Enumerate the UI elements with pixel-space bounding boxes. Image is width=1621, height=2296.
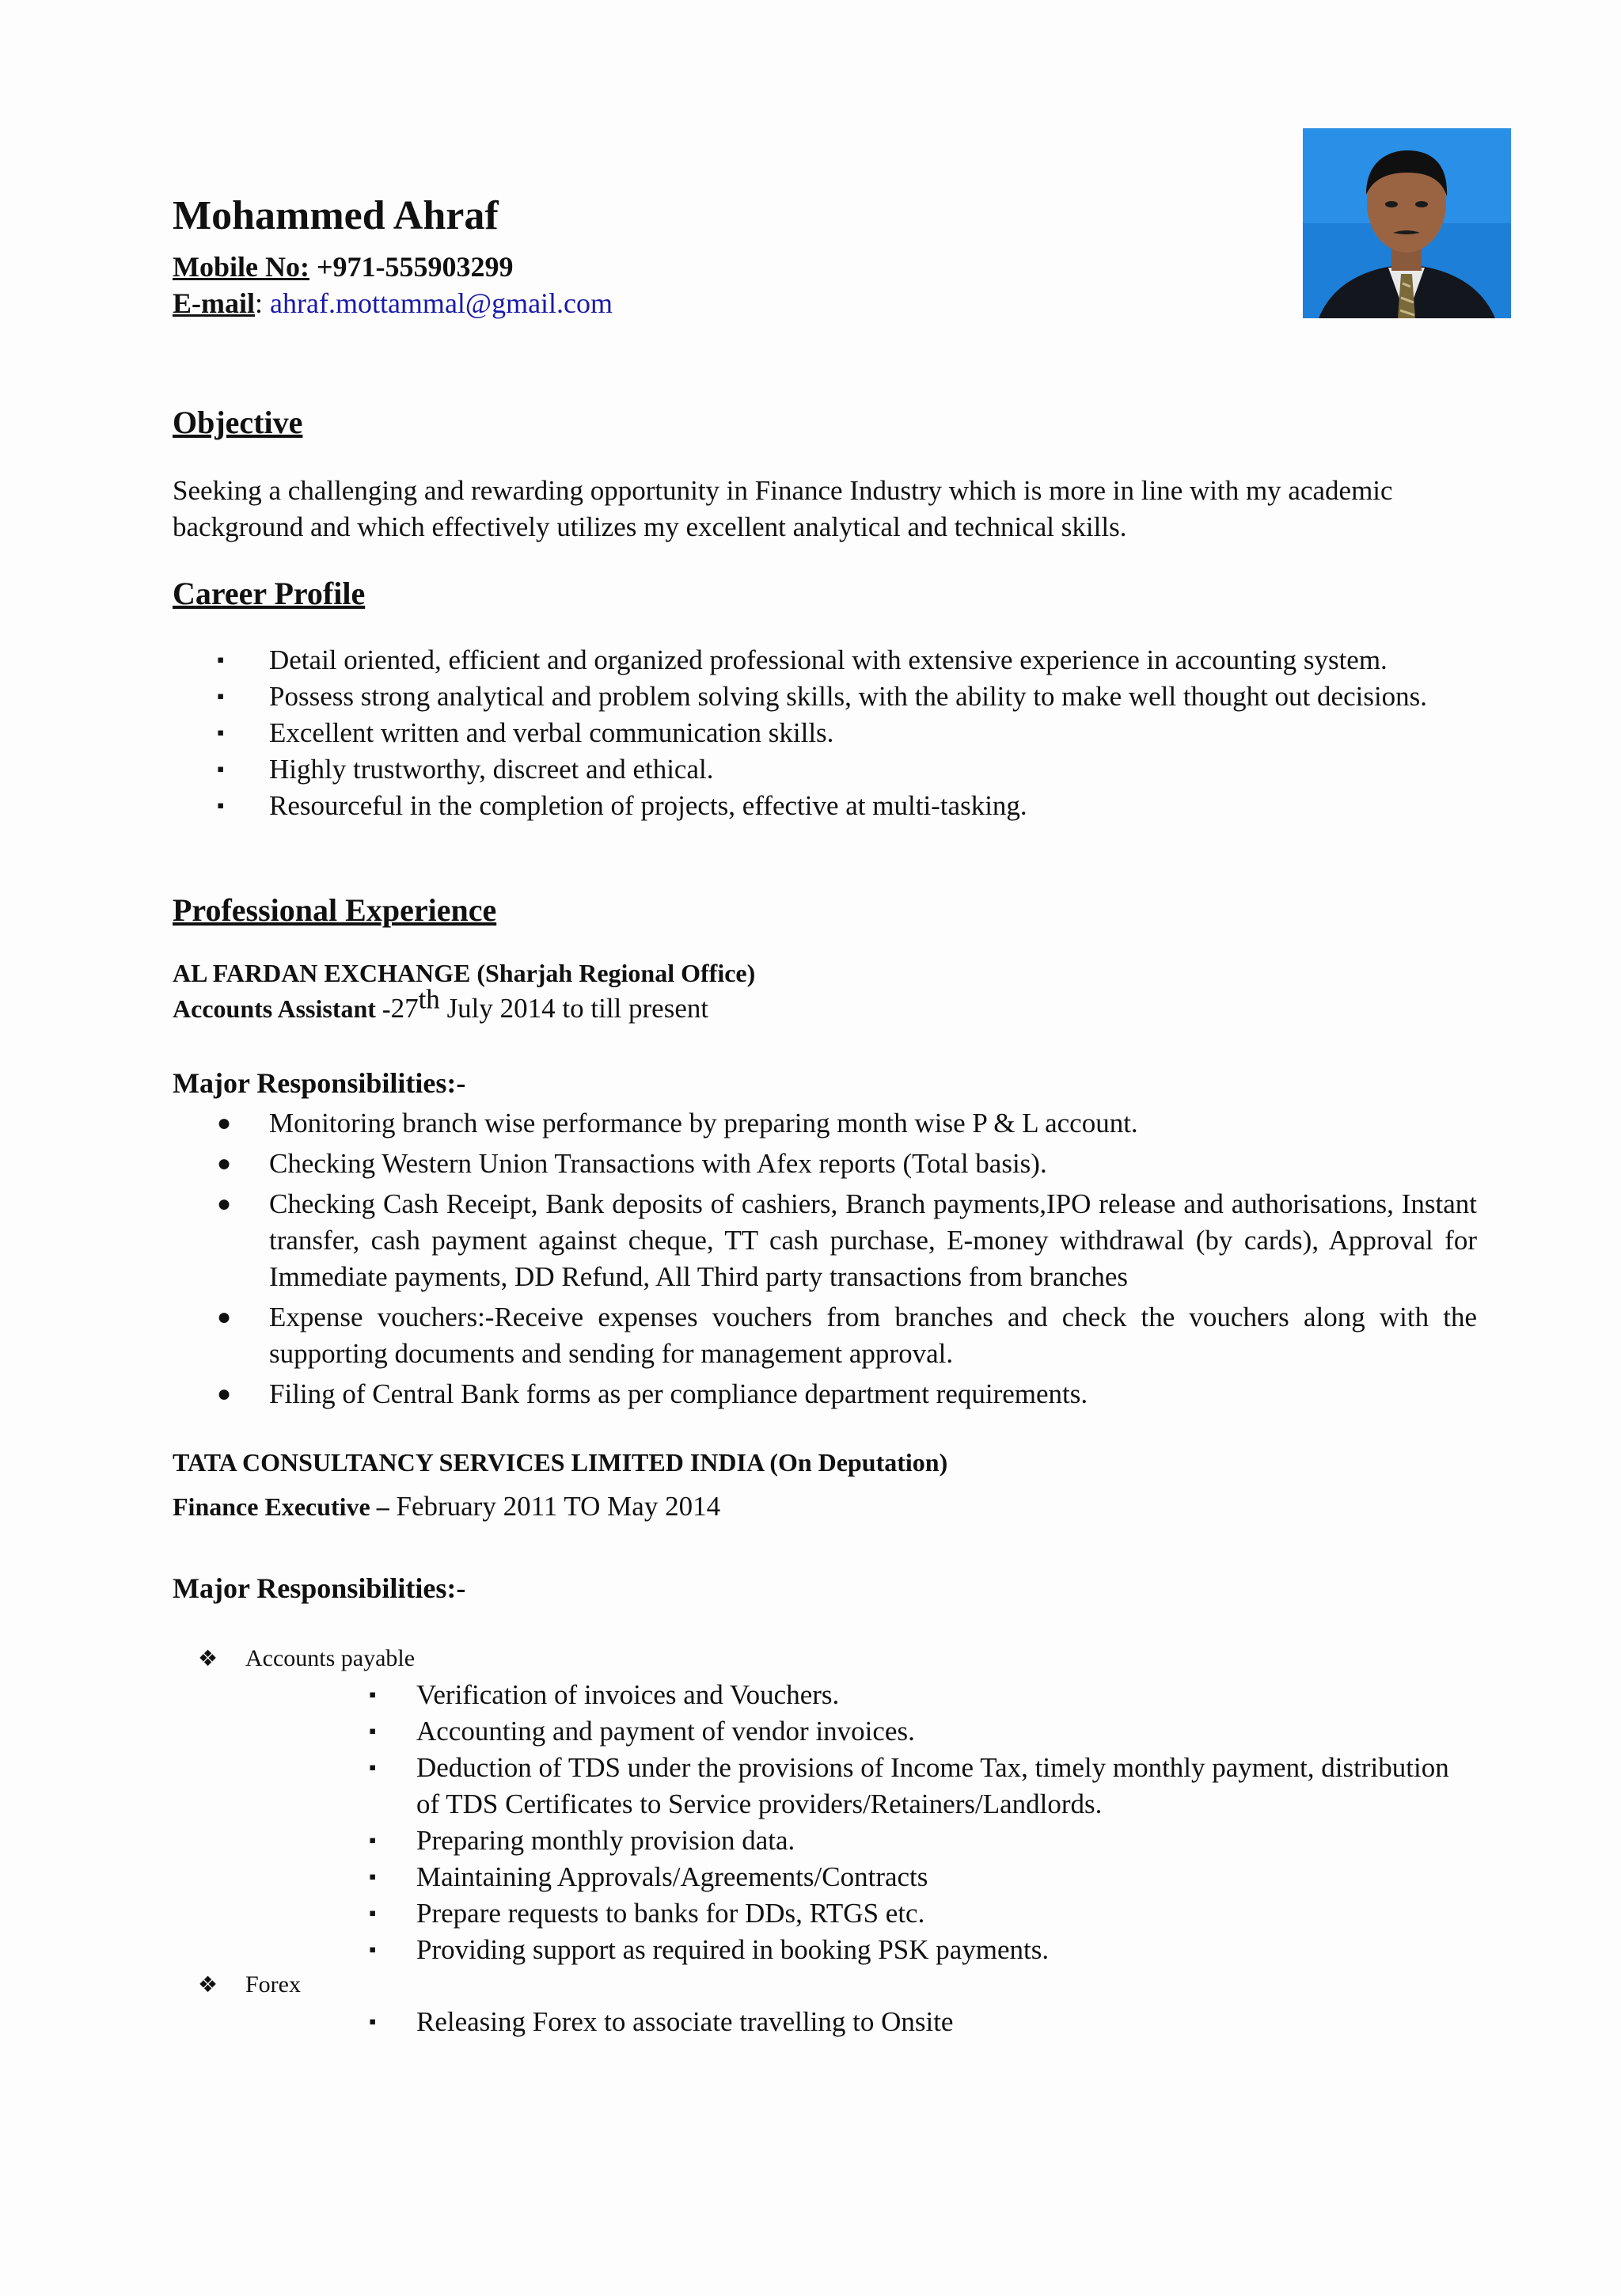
list-item: ▪ Highly trustworthy, discreet and ethical. bbox=[217, 754, 714, 785]
list-item: ● Checking Cash Receipt, Bank deposits of cashiers, Branch payments,IPO release and authorisations, Instant transfer, cash payment against cheque, TT cash purchase, E-money withdrawal (by cards), Approval for Immediate payments, DD Refund, All Third party transactions from branches bbox=[217, 1188, 1477, 1292]
job2-major-heading: Major Responsibilities:- bbox=[173, 1572, 466, 1604]
diamond-bullet-icon: ❖ bbox=[198, 1971, 218, 1998]
job1-company: AL FARDAN EXCHANGE (Sharjah Regional Office) bbox=[173, 959, 756, 987]
forex-list bbox=[369, 2004, 1477, 2040]
job1-major-heading: Major Responsibilities:- bbox=[173, 1067, 466, 1099]
email-separator: : bbox=[255, 287, 271, 319]
list-item: ▪ Deduction of TDS under the provisions of Income Tax, timely monthly payment, distribution of TDS Certificates to Service providers/Retainers/Landlords. bbox=[369, 1752, 1449, 1819]
job1-date-rest: July 2014 to till present bbox=[439, 993, 709, 1024]
candidate-name: Mohammed Ahraf bbox=[173, 193, 499, 238]
group-forex bbox=[198, 1971, 301, 1998]
list-item: ● Expense vouchers:-Receive expenses vouchers from branches and check the vouchers along with the supporting documents and sending for management approval. bbox=[217, 1302, 1477, 1369]
group-accounts-payable bbox=[198, 1645, 415, 1672]
list-item: ▪ Possess strong analytical and problem solving skills, with the ability to make well thought out decisions. bbox=[217, 681, 1428, 712]
job1-date-day: 27 bbox=[390, 993, 419, 1024]
list-item: ▪ Maintaining Approvals/Agreements/Contracts bbox=[369, 1861, 928, 1892]
experience-heading: Professional Experience bbox=[173, 892, 497, 928]
list-item: ▪ Accounting and payment of vendor invoices. bbox=[369, 1716, 915, 1747]
list-item: ● Checking Western Union Transactions with Afex reports (Total basis). bbox=[217, 1148, 1047, 1179]
list-item: ▪ Preparing monthly provision data. bbox=[369, 1825, 795, 1856]
list-item: ▪ Resourceful in the completion of projects, effective at multi-tasking. bbox=[217, 790, 1027, 821]
job2-dates: February 2011 TO May 2014 bbox=[389, 1491, 721, 1522]
profile-photo bbox=[1303, 128, 1511, 318]
mobile-value: +971-555903299 bbox=[316, 251, 514, 283]
job1-date-suffix: th bbox=[418, 983, 440, 1015]
mobile-line bbox=[173, 250, 513, 283]
job1-role-line bbox=[173, 983, 709, 1024]
list-item: ▪ Excellent written and verbal communication skills. bbox=[217, 717, 834, 748]
email-link[interactable]: ahraf.mottammal@gmail.com bbox=[270, 287, 613, 319]
job1-responsibilities bbox=[217, 1105, 1477, 1412]
mobile-label: Mobile No: bbox=[173, 251, 309, 283]
list-item: ▪ Providing support as required in booking PSK payments. bbox=[369, 1934, 1050, 1965]
objective-text: Seeking a challenging and rewarding opportunity in Finance Industry which is more in line with my academic background and which effectively utilizes my excellent analytical and technical skills. bbox=[173, 475, 1393, 542]
career-profile-list bbox=[217, 642, 1477, 824]
job1-role: Accounts Assistant - bbox=[173, 994, 391, 1023]
list-item: ▪ Detail oriented, efficient and organized professional with extensive experience in accounting system. bbox=[217, 644, 1388, 675]
diamond-bullet-icon: ❖ bbox=[198, 1645, 218, 1671]
list-item: ▪ Prepare requests to banks for DDs, RTGS etc. bbox=[369, 1898, 925, 1929]
list-item: ▪ Releasing Forex to associate travelling to Onsite bbox=[369, 2006, 954, 2037]
group-label: Forex bbox=[245, 1971, 301, 1998]
list-item: ● Monitoring branch wise performance by preparing month wise P & L account. bbox=[217, 1108, 1138, 1138]
group-label: Accounts payable bbox=[245, 1645, 416, 1671]
accounts-payable-list bbox=[369, 1677, 1477, 1968]
career-profile-heading: Career Profile bbox=[173, 576, 366, 611]
job2-role-line bbox=[173, 1491, 720, 1522]
job2-role: Finance Executive – bbox=[173, 1492, 389, 1521]
list-item: ● Filing of Central Bank forms as per compliance department requirements. bbox=[217, 1378, 1088, 1409]
email-line bbox=[173, 287, 613, 320]
email-label: E-mail bbox=[173, 287, 255, 319]
objective-heading: Objective bbox=[173, 405, 303, 440]
list-item: ▪ Verification of invoices and Vouchers. bbox=[369, 1679, 840, 1710]
job2-company: TATA CONSULTANCY SERVICES LIMITED INDIA (On Deputation) bbox=[173, 1448, 948, 1477]
